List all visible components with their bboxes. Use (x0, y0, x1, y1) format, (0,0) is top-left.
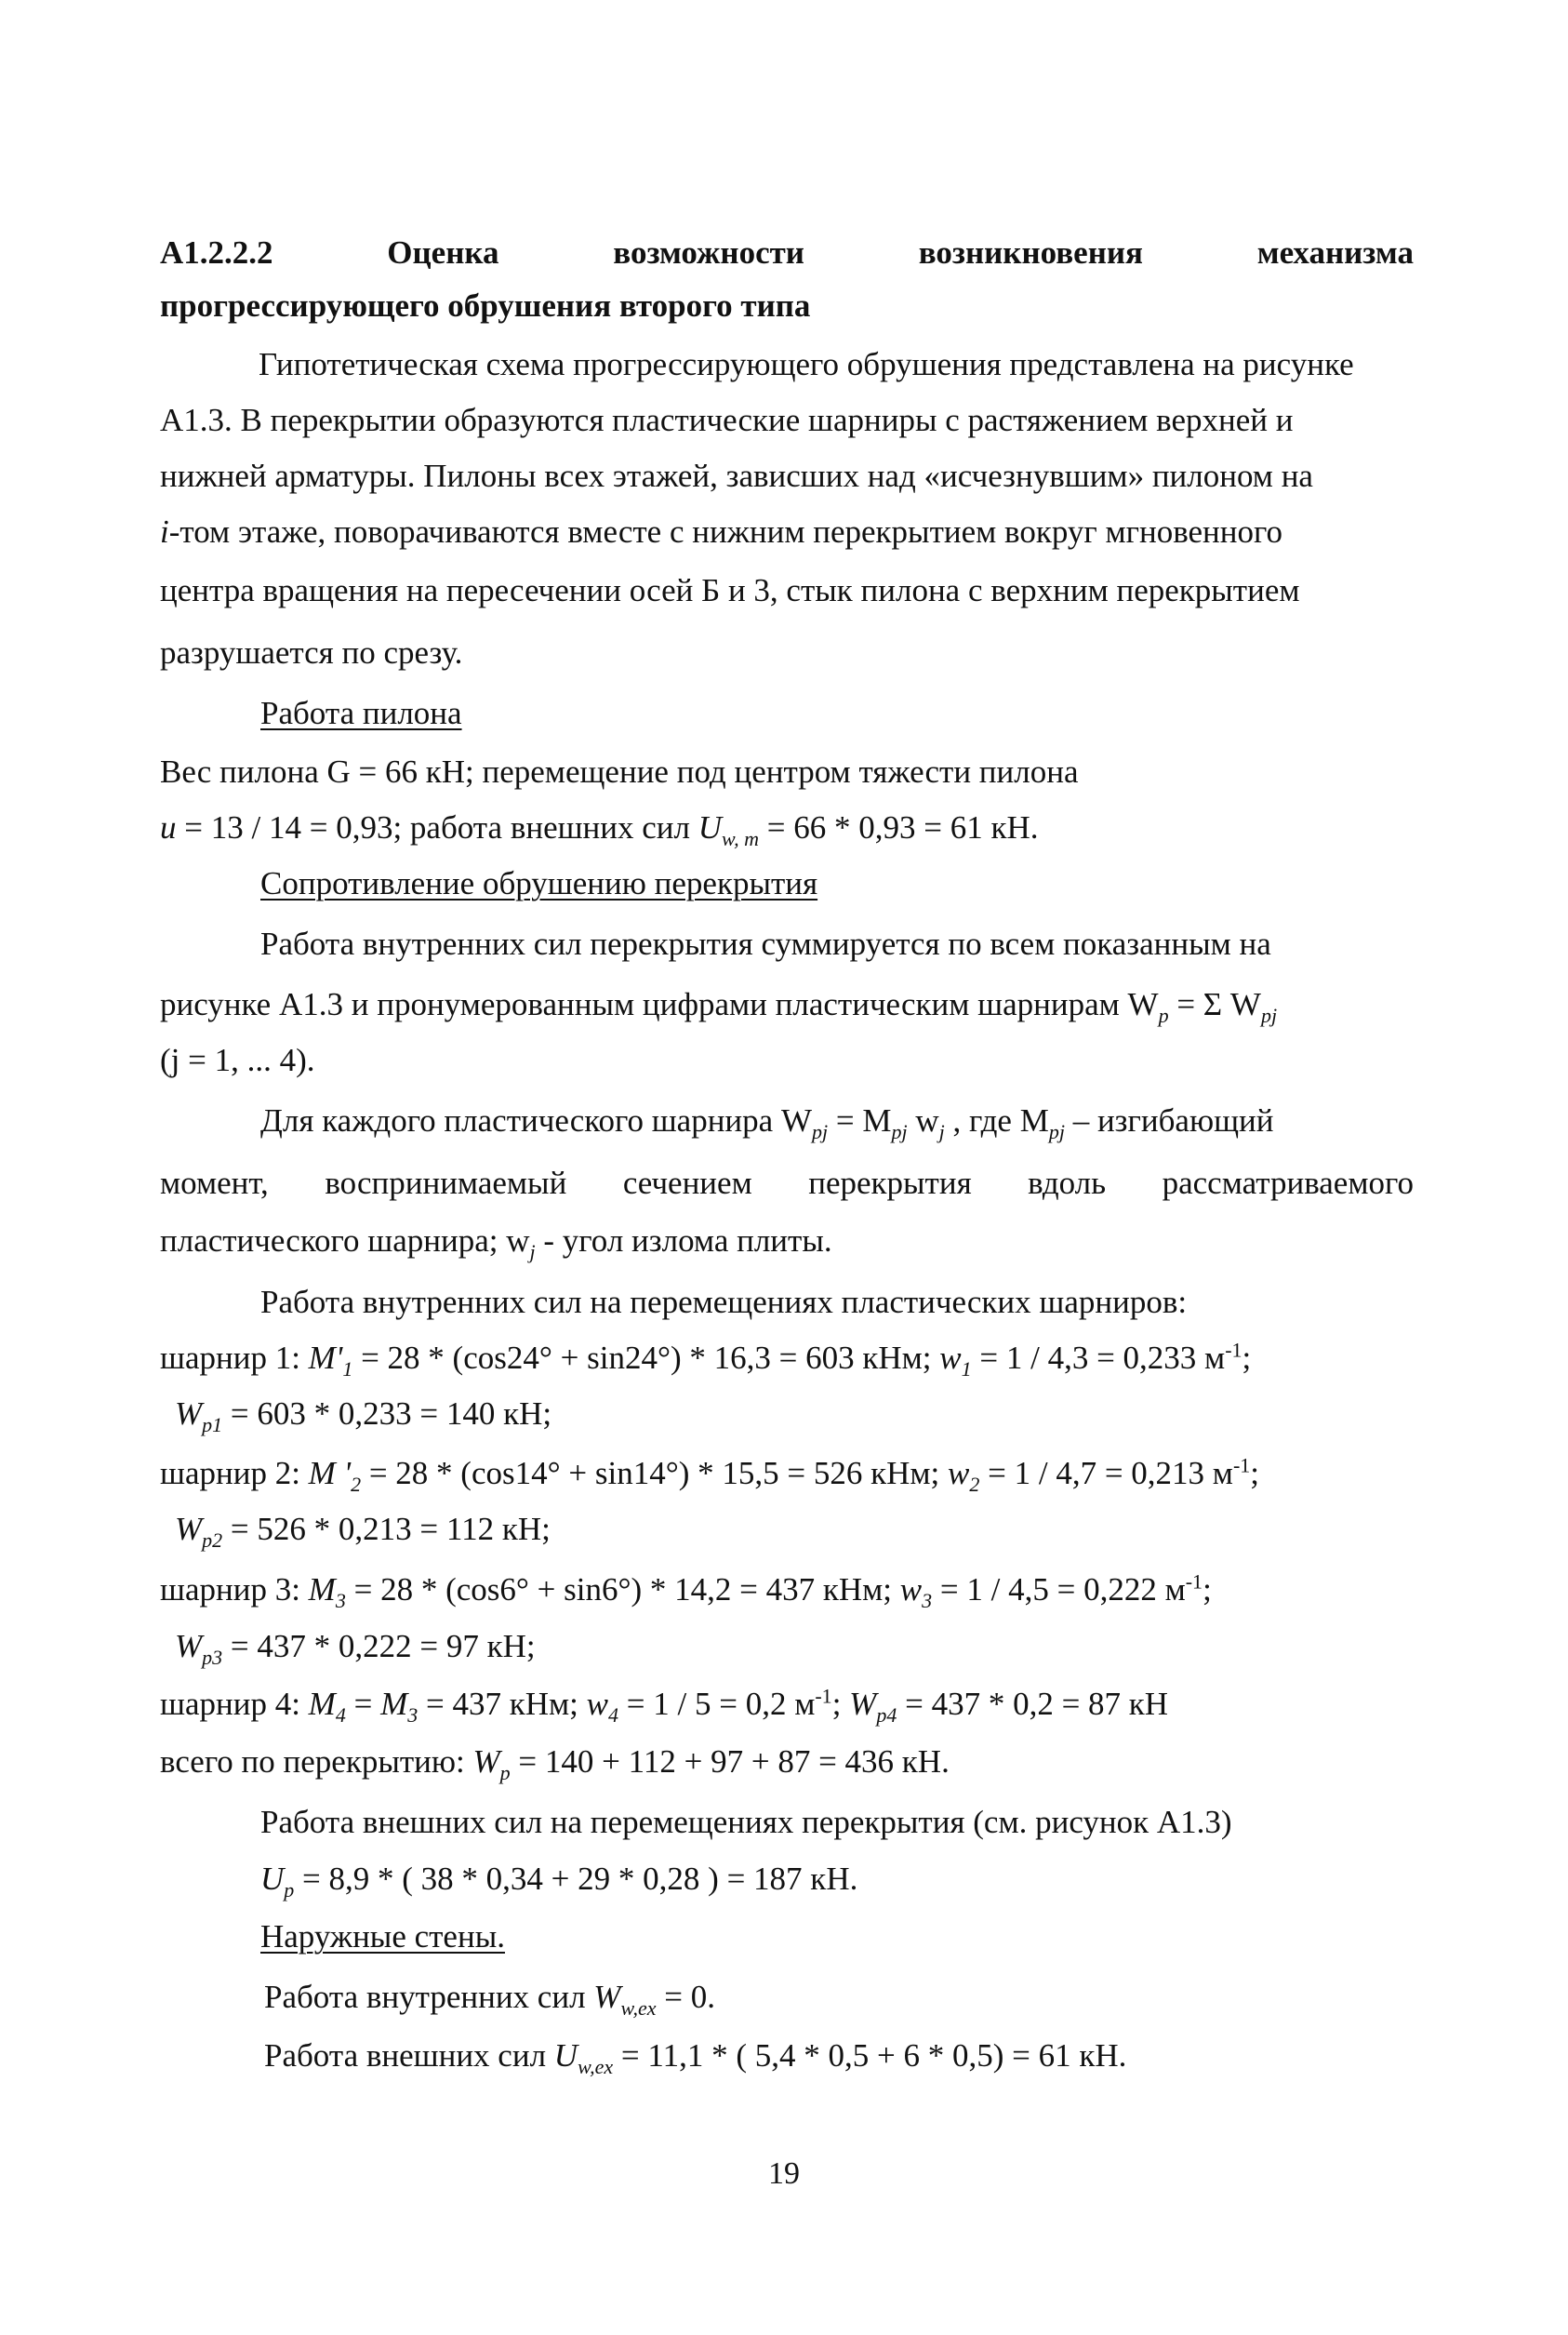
text: рисунке А1.3 и пронумерованным цифрами пластическим шарнирам W (160, 986, 1159, 1022)
subscript: 4 (608, 1703, 618, 1727)
superscript: -1 (1232, 1453, 1251, 1477)
heading-word: возникновения (918, 234, 1143, 271)
var: M (308, 1686, 336, 1722)
text: = Σ W (1168, 986, 1261, 1022)
heading-word: механизма (1256, 234, 1414, 271)
paragraph-line: разрушается по срезу. (160, 634, 463, 671)
hinge-2-work (175, 1509, 1428, 1550)
walls-internal-line (264, 1977, 1414, 2018)
subscript: p3 (202, 1646, 223, 1669)
subscript: 2 (351, 1473, 362, 1496)
text: Для каждого пластического шарнира W (260, 1102, 812, 1139)
text: - угол излома плиты. (535, 1222, 832, 1259)
text: всего по перекрытию: (160, 1743, 473, 1780)
text: ; (831, 1686, 850, 1722)
paragraph-line (260, 1101, 1414, 1141)
total-line (160, 1741, 1414, 1782)
paragraph-line: Работа внутренних сил на перемещениях пластических шарниров: (260, 1284, 1188, 1320)
var: U (553, 2037, 578, 2074)
text: = 8,9 * ( 38 * 0,34 + 29 * 0,28 ) = 187 кН. (294, 1861, 858, 1897)
paragraph-line: Работа внутренних сил перекрытия суммируется по всем показанным на (260, 926, 1271, 962)
subscript: w, m (722, 827, 759, 850)
word: рассматриваемого (1162, 1165, 1414, 1201)
var: w (939, 1340, 962, 1376)
var: W (472, 1743, 500, 1780)
var: W (175, 1511, 203, 1547)
heading-word: возможности (613, 234, 804, 271)
subscript: j (529, 1240, 536, 1263)
var-u: u (160, 809, 177, 846)
variable-i: i (160, 514, 169, 550)
var: W (175, 1395, 203, 1432)
paragraph-line: (j = 1, ... 4). (160, 1042, 315, 1078)
hinge-2-line (160, 1453, 1414, 1494)
var: W (849, 1686, 877, 1722)
text: = 13 / 14 = 0,93; работа внешних сил (176, 809, 698, 846)
text: шарнир 4: (160, 1686, 309, 1722)
text: = 437 * 0,222 = 97 кН; (222, 1628, 536, 1664)
text: пластического шарнира; w (160, 1222, 530, 1259)
paragraph-line: Гипотетическая схема прогрессирующего обрушения представлена на рисунке (259, 346, 1354, 382)
var: M (308, 1571, 336, 1608)
external-work-title: Работа внешних сил на перемещениях перекрытия (см. рисунок А1.3) (260, 1804, 1232, 1840)
external-work-formula (260, 1859, 1414, 1900)
section-number: А1.2.2.2 (160, 234, 273, 271)
subscript: p1 (202, 1413, 223, 1436)
superscript: -1 (815, 1684, 832, 1708)
paragraph-line (160, 1221, 1414, 1261)
hinge-3-line (160, 1569, 1414, 1610)
text: = 1 / 4,7 = 0,213 м (979, 1455, 1233, 1491)
word: сечением (622, 1165, 752, 1201)
word: воспринимаемый (325, 1165, 567, 1201)
paragraph-line (160, 512, 1414, 553)
var: M (380, 1686, 408, 1722)
pylon-weight-line: Вес пилона G = 66 кН; перемещение под центром тяжести пилона (160, 754, 1079, 790)
text: = 66 * 0,93 = 61 кН. (758, 809, 1039, 846)
text: w (907, 1102, 939, 1139)
superscript: -1 (1185, 1569, 1203, 1594)
text: ; (1250, 1455, 1260, 1491)
text: = 437 * 0,2 = 87 кН (897, 1686, 1169, 1722)
subscript: p (284, 1878, 295, 1901)
subheading-resistance: Сопротивление обрушению перекрытия (260, 865, 818, 901)
var: M' (308, 1340, 343, 1376)
text: = 11,1 * ( 5,4 * 0,5 + 6 * 0,5) = 61 кН. (613, 2037, 1127, 2074)
hinge-1-line (160, 1338, 1414, 1379)
subscript: p (1158, 1004, 1169, 1027)
var: W (593, 1979, 621, 2015)
subscript: 3 (407, 1703, 419, 1727)
paragraph-line (160, 984, 1414, 1025)
subscript: pj (891, 1120, 908, 1143)
paragraph-text: -том этаже, поворачиваются вместе с нижним перекрытием вокруг мгновенного (168, 514, 1282, 550)
subscript: p4 (876, 1703, 897, 1727)
subheading-pylon: Работа пилона (260, 695, 462, 731)
text: – изгибающий (1064, 1102, 1274, 1139)
paragraph-line (160, 400, 1414, 441)
paragraph-text: А1.3. В перекрытии образуются пластические шарниры с растяжением верхней и (160, 402, 1294, 438)
text: ; (1203, 1571, 1212, 1608)
subscript: p2 (202, 1528, 223, 1552)
page-number: 19 (768, 2156, 800, 2191)
subscript: pj (811, 1120, 829, 1143)
var: w (948, 1455, 970, 1491)
text: = 28 * (cos14° + sin14°) * 15,5 = 526 кНм; (361, 1455, 948, 1491)
text: шарнир 1: (160, 1340, 309, 1376)
text: = 1 / 5 = 0,2 м (618, 1686, 816, 1722)
word: момент, (160, 1165, 269, 1201)
word: вдоль (1028, 1165, 1107, 1201)
hinge-1-work (175, 1394, 1428, 1434)
text: = 437 кНм; (418, 1686, 587, 1722)
paragraph-line: центра вращения на пересечении осей Б и 3, стык пилона с верхним перекрытием (160, 572, 1300, 608)
subscript: 4 (335, 1703, 346, 1727)
paragraph-line (160, 1163, 1414, 1204)
text: шарнир 3: (160, 1571, 309, 1608)
subscript: 3 (922, 1589, 933, 1612)
text: ; (1242, 1340, 1252, 1376)
text: = 28 * (cos6° + sin6°) * 14,2 = 437 кНм; (345, 1571, 900, 1608)
text: = 0. (656, 1979, 716, 2015)
text: = 526 * 0,213 = 112 кН; (222, 1511, 551, 1547)
subscript: w,ex (620, 1996, 657, 2020)
subscript: 1 (342, 1357, 353, 1381)
var: W (175, 1628, 203, 1664)
section-heading-line2: прогрессирующего обрушения второго типа (160, 287, 811, 324)
var: w (899, 1571, 923, 1608)
paragraph-line: нижней арматуры. Пилоны всех этажей, зависших над «исчезнувшим» пилоном на (160, 458, 1313, 494)
text: , где M (944, 1102, 1049, 1139)
subscript: j (938, 1120, 945, 1143)
pylon-work-line (160, 807, 1414, 848)
text: = 1 / 4,3 = 0,233 м (971, 1340, 1226, 1376)
text: = M (828, 1102, 892, 1139)
text: = 603 * 0,233 = 140 кН; (222, 1395, 552, 1432)
word: перекрытия (808, 1165, 972, 1201)
subscript: pj (1260, 1004, 1278, 1027)
hinge-3-work (175, 1626, 1428, 1667)
subscript: pj (1048, 1120, 1065, 1143)
subscript: 1 (961, 1357, 972, 1381)
heading-word: Оценка (387, 234, 499, 271)
var: w (586, 1686, 608, 1722)
text: = 28 * (cos24° + sin24°) * 16,3 = 603 кНм; (352, 1340, 940, 1376)
text: Работа внешних сил (264, 2037, 554, 2074)
subscript: p (499, 1761, 511, 1784)
text: = 1 / 4,5 = 0,222 м (932, 1571, 1186, 1608)
subscript: w,ex (578, 2055, 614, 2078)
hinge-4-line (160, 1684, 1414, 1725)
text: Работа внутренних сил (264, 1979, 594, 2015)
subheading-walls: Наружные стены. (260, 1918, 505, 1955)
var: U (260, 1861, 285, 1897)
walls-external-line (264, 2035, 1414, 2076)
text: = 140 + 112 + 97 + 87 = 436 кН. (510, 1743, 950, 1780)
superscript: -1 (1225, 1338, 1242, 1362)
var: M ' (308, 1455, 352, 1491)
subscript: 2 (969, 1473, 980, 1496)
section-heading (160, 233, 1414, 274)
text: шарнир 2: (160, 1455, 309, 1491)
text: = (345, 1686, 381, 1722)
var-u: U (698, 809, 723, 846)
subscript: 3 (335, 1589, 346, 1612)
